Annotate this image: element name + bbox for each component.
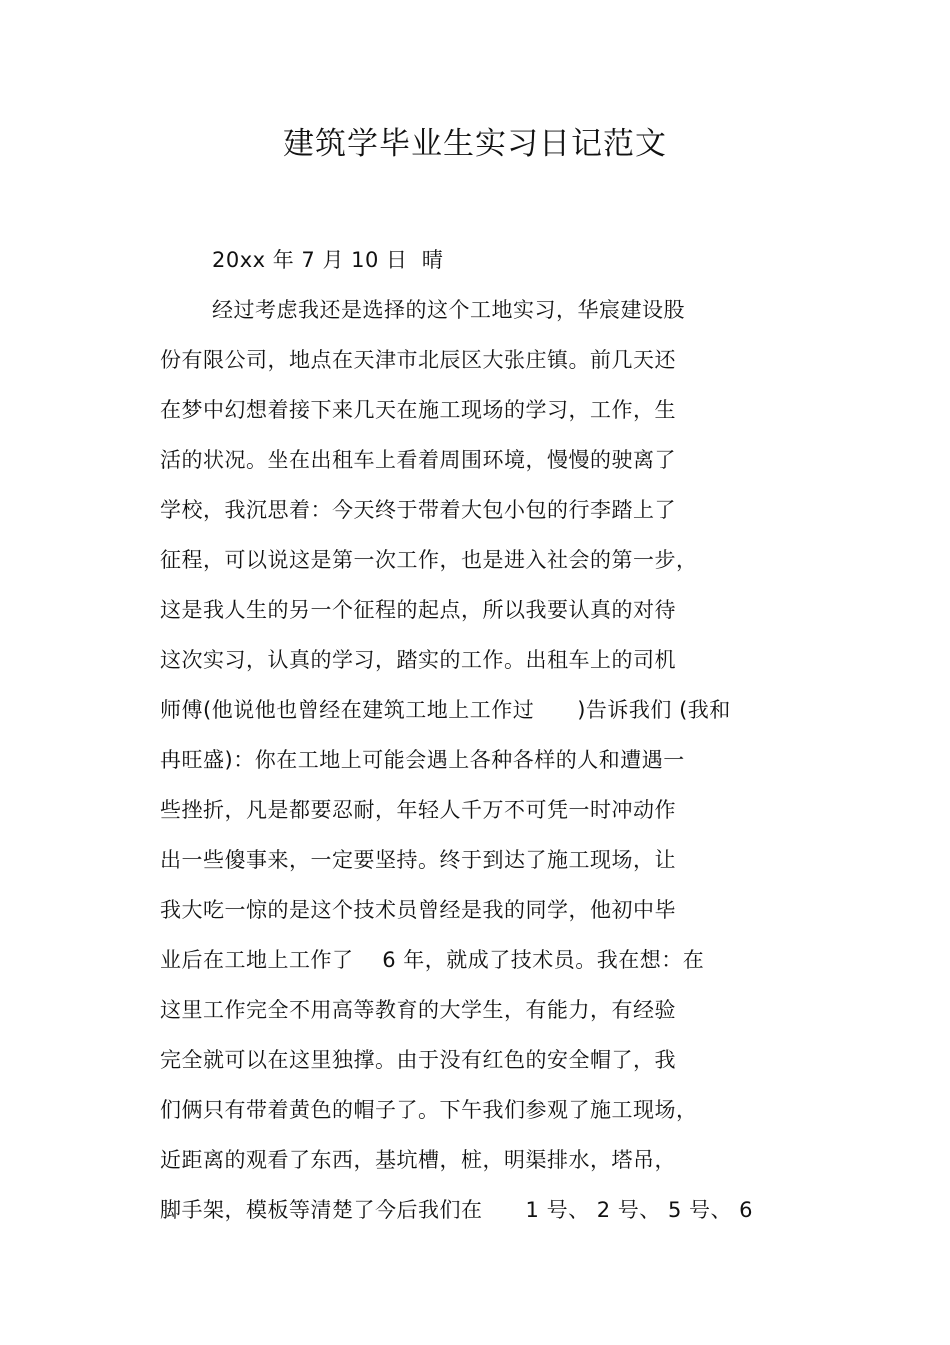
paragraph-line: 学校，我沉思着：今天终于带着大包小包的行李踏上了 [160,498,676,522]
paragraph-line: 征程，可以说这是第一次工作，也是进入社会的第一步， [160,548,698,572]
paragraph-line: 份有限公司，地点在天津市北辰区大张庄镇。前几天还 [160,348,676,372]
paragraph-line: 些挫折，凡是都要忍耐，年轻人千万不可凭一时冲动作 [160,798,676,822]
paragraph-line: 业后在工地上工作了 6 年，就成了技术员。我在想：在 [160,948,705,972]
paragraph-line: 这是我人生的另一个征程的起点，所以我要认真的对待 [160,598,676,622]
paragraph-line: 们俩只有带着黄色的帽子了。下午我们参观了施工现场， [160,1098,698,1122]
document-body [160,240,800,1240]
date-weather-line: 20xx 年 7 月 10 日 晴 [212,248,444,272]
paragraph-line: 我大吃一惊的是这个技术员曾经是我的同学，他初中毕 [160,898,676,922]
paragraph-line: 冉旺盛)：你在工地上可能会遇上各种各样的人和遭遇一 [160,748,685,772]
paragraph-line: 在梦中幻想着接下来几天在施工现场的学习，工作，生 [160,398,676,422]
paragraph-line: 这次实习，认真的学习，踏实的工作。出租车上的司机 [160,648,676,672]
paragraph-line: 脚手架，模板等清楚了今后我们在 1 号、 2 号、 5 号、 6 [160,1198,754,1222]
paragraph-line: 师傅(他说他也曾经在建筑工地上工作过 )告诉我们 (我和 [160,698,731,722]
paragraph-line: 完全就可以在这里独撑。由于没有红色的安全帽了，我 [160,1048,676,1072]
paragraph-line: 这里工作完全不用高等教育的大学生，有能力，有经验 [160,998,676,1022]
paragraph-line: 近距离的观看了东西，基坑槽，桩，明渠排水，塔吊， [160,1148,676,1172]
paragraph-line: 经过考虑我还是选择的这个工地实习，华宸建设股 [212,298,685,322]
paragraph-line: 活的状况。坐在出租车上看着周围环境，慢慢的驶离了 [160,448,676,472]
paragraph-line: 出一些傻事来，一定要坚持。终于到达了施工现场，让 [160,848,676,872]
document-title: 建筑学毕业生实习日记范文 [283,126,667,162]
